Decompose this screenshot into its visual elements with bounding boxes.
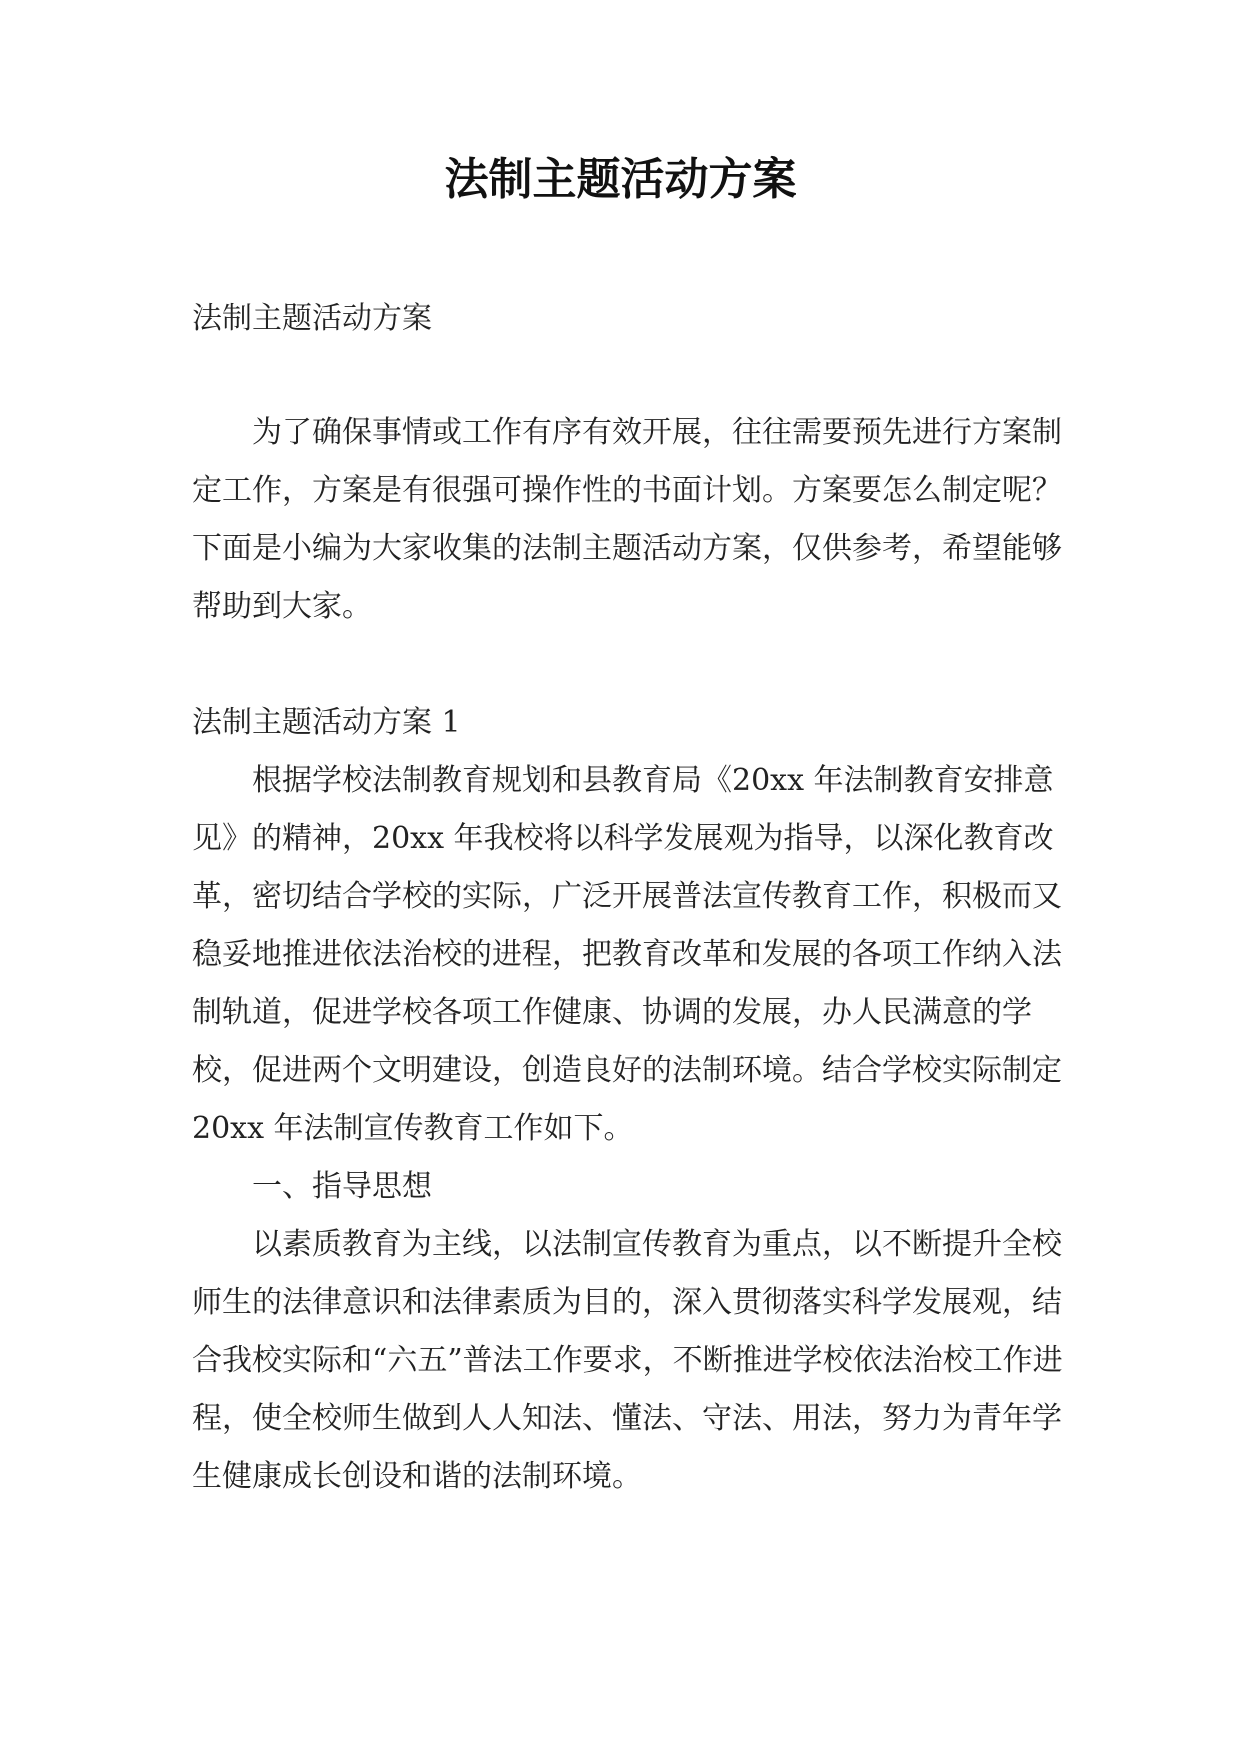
intro-paragraph: 为了确保事情或工作有序有效开展，往往需要预先进行方案制定工作，方案是有很强可操作性的书面计划。方案要怎么制定呢？下面是小编为大家收集的法制主题活动方案，仅供参考，希望能够帮助到大家。 (192, 415, 1062, 624)
section-1-title: 法制主题活动方案 1 (192, 705, 461, 740)
guiding-thought-paragraph: 以素质教育为主线，以法制宣传教育为重点，以不断提升全校师生的法律意识和法律素质为目的，深入贯彻落实科学发展观，结合我校实际和“六五”普法工作要求，不断推进学校依法治校工作进程，使全校师生做到人人知法、懂法、守法、用法，努力为青年学生健康成长创设和谐的法制环境。 (192, 1227, 1063, 1494)
subtitle-block (192, 290, 1068, 348)
document-subtitle: 法制主题活动方案 (192, 301, 432, 336)
section-1-paragraph: 根据学校法制教育规划和县教育局《20xx 年法制教育安排意见》的精神，20xx 年我校将以科学发展观为指导，以深化教育改革，密切结合学校的实际，广泛开展普法宣传教育工作，积极而又稳妥地推进依法治校的进程，把教育改革和发展的各项工作纳入法制轨道，促进学校各项工作健康、协调的发展，办人民满意的学校，促进两个文明建设，创造良好的法制环境。结合学校实际制定 20xx 年法制宣传教育工作如下。 (192, 763, 1062, 1146)
intro-block (192, 404, 1068, 636)
document-title: 法制主题活动方案 (444, 154, 797, 205)
section-1-block (192, 694, 1068, 1506)
guiding-thought-heading: 一、指导思想 (252, 1169, 432, 1204)
